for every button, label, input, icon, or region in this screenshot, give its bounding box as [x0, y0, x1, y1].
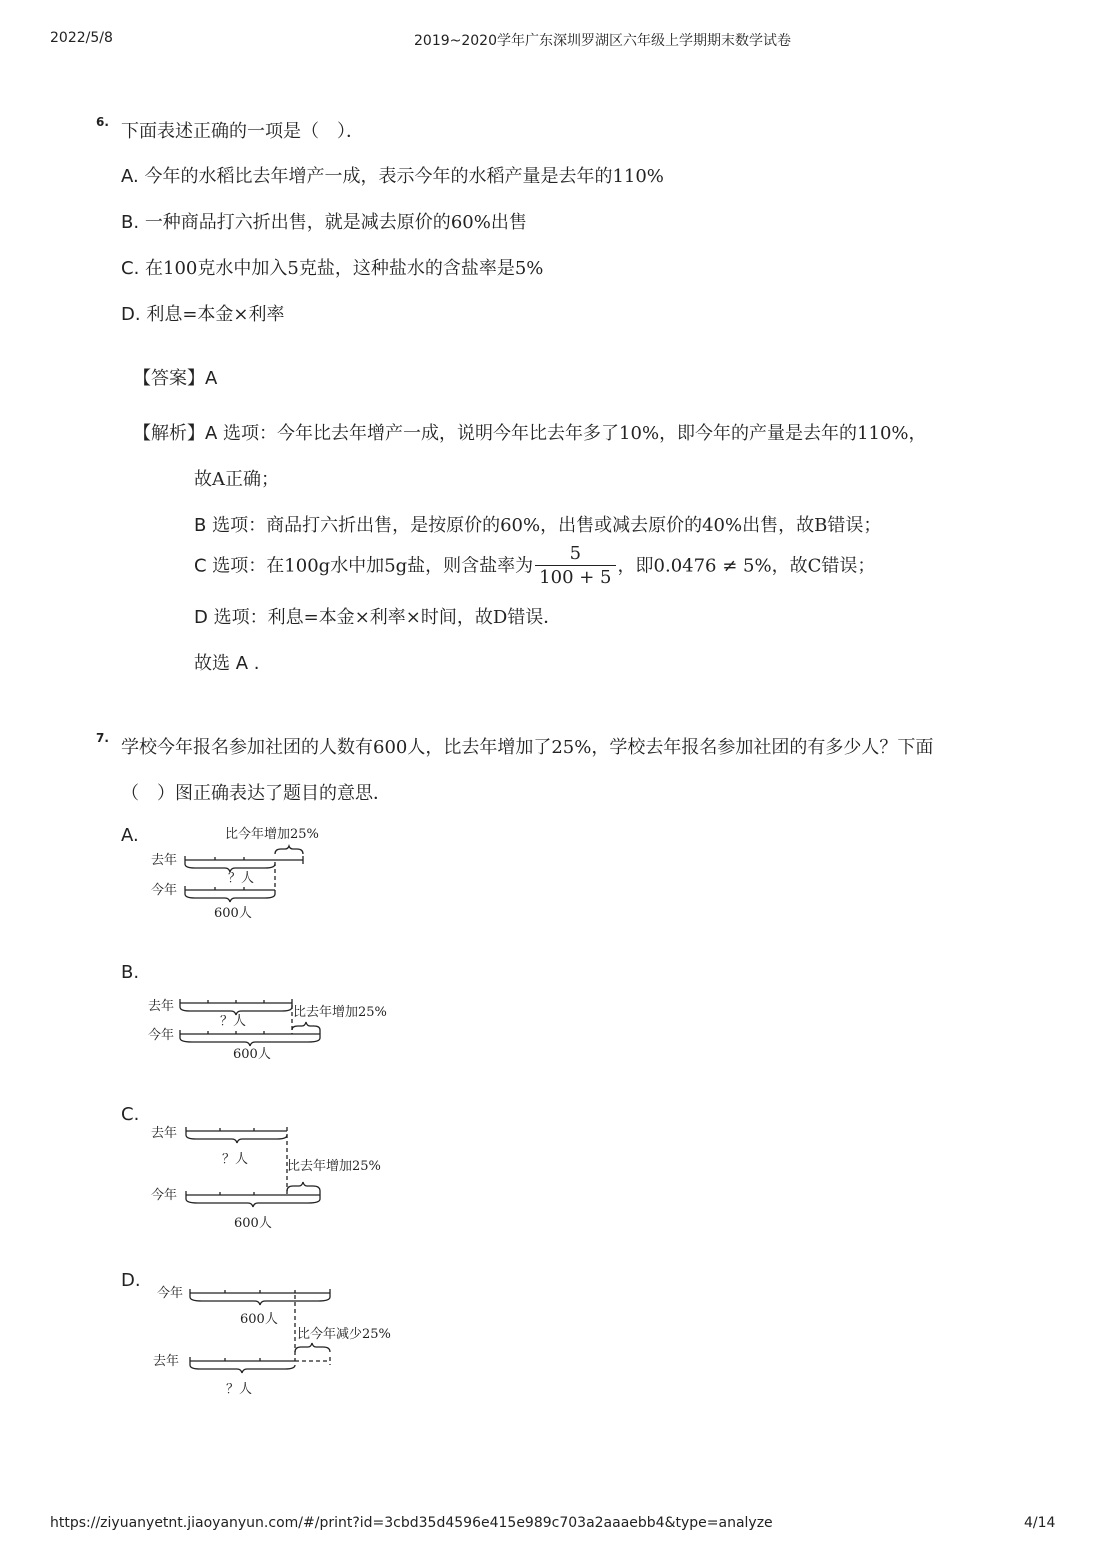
fraction-numerator: 5: [535, 543, 615, 566]
option-text: 克水中加入: [197, 258, 288, 279]
analysis-math: A: [212, 469, 225, 490]
option-label: B.: [121, 212, 140, 233]
option-text: 在: [145, 258, 164, 279]
this-year-brace: [190, 1297, 330, 1305]
print-date: 2022/5/8: [50, 30, 113, 46]
analysis-math: ×: [354, 607, 370, 628]
total-label: 600人: [234, 1216, 272, 1231]
analysis-text: 利率: [369, 607, 406, 628]
option-text: 本金: [197, 304, 234, 325]
answer-value: A: [205, 368, 218, 389]
analysis-text: C 选项：在: [194, 555, 285, 577]
option-text: 一种商品打六折出售，就是减去原价的: [144, 212, 451, 233]
stem-math: 600: [373, 737, 408, 758]
analysis-math: 110%: [857, 423, 909, 444]
unknown-label: ？人: [228, 871, 255, 886]
stem-text: ，学校去年报名参加社团的有多少人？下面: [591, 737, 934, 758]
analysis-math: ×: [405, 607, 421, 628]
answer-label: 【答案】: [133, 368, 205, 389]
analysis-math: 10%: [619, 423, 660, 444]
stem-text: 学校今年报名参加社团的人数有: [121, 737, 373, 758]
question-7-stem-line-2: （ ）图正确表达了题目的意思．: [121, 783, 391, 804]
question-6-number: 6.: [96, 115, 109, 129]
analysis-text: 盐，则含盐率为: [407, 555, 534, 577]
analysis-text: 出售，故: [742, 515, 815, 536]
page-number: 4/14: [1024, 1515, 1056, 1531]
analysis-math: 40%: [702, 515, 743, 536]
row-label: 去年: [148, 999, 175, 1014]
segment-note: 比去年增加25%: [293, 1005, 387, 1020]
option-math: 5: [287, 258, 299, 279]
analysis-text: 本金: [318, 607, 355, 628]
analysis-text: B 选项：商品打六折出售，是按原价的: [194, 515, 501, 536]
stem-math: 25%: [551, 737, 592, 758]
option-math: 100: [163, 258, 198, 279]
document-title: 2019~2020学年广东深圳罗湖区六年级上学期期末数学试卷: [414, 33, 791, 49]
option-text: 利率: [248, 304, 285, 325]
row-label: 去年: [151, 853, 178, 868]
total-label: 600人: [214, 906, 252, 921]
page-url[interactable]: https://ziyuanyetnt.jiaoyanyun.com/#/print?id=3cbd35d4596e415e989c703a2aaaebb4&type=analyze: [50, 1515, 773, 1531]
option-math: ×: [233, 304, 249, 325]
analysis-text: ，出售或减去原价的: [540, 515, 703, 536]
option-label: A.: [121, 166, 139, 187]
option-text: 利息: [146, 304, 183, 325]
option-math: =: [182, 304, 198, 325]
question-6-stem: 下面表述正确的一项是（ ）．: [121, 121, 364, 142]
analysis-text: 时间，故: [420, 607, 493, 628]
analysis-math: D: [492, 607, 508, 628]
option-math: 110%: [612, 166, 664, 187]
fraction-denominator: 100 + 5: [539, 567, 612, 588]
segment-note: 比去年增加25%: [287, 1159, 381, 1174]
analysis-text: ，即: [617, 555, 654, 577]
unknown-label: ？人: [220, 1014, 247, 1029]
analysis-text: 故: [194, 469, 212, 490]
analysis-text: ，故: [771, 555, 808, 577]
unknown-label: ？人: [222, 1152, 249, 1167]
row-label: 今年: [148, 1028, 175, 1043]
unknown-label: ？人: [226, 1382, 253, 1397]
row-label: 去年: [151, 1126, 178, 1141]
analysis-text: 故选 A .: [194, 653, 260, 674]
option-text: 出售: [490, 212, 527, 233]
analysis-math: 5g: [384, 555, 408, 577]
option-math: 60%: [450, 212, 491, 233]
total-label: 600人: [240, 1312, 278, 1327]
analysis-text: A 选项：今年比去年增产一成，说明今年比去年多了: [205, 423, 620, 444]
row-label: 今年: [151, 883, 178, 898]
option-text: 克盐，这种盐水的含盐率是: [298, 258, 515, 279]
q7-option-a-label: A.: [121, 825, 139, 846]
option-text: 今年的水稻比去年增产一成，表示今年的水稻产量是去年的: [144, 166, 613, 187]
last-year-brace: [190, 1365, 295, 1373]
segment-note: 比今年增加25%: [225, 827, 319, 842]
row-label: 今年: [157, 1286, 184, 1301]
analysis-math: C: [807, 555, 822, 577]
segment-note: 比今年减少25%: [297, 1327, 391, 1342]
analysis-text: ，: [908, 423, 927, 444]
stem-text: 人，比去年增加了: [407, 737, 552, 758]
analysis-math: 60%: [500, 515, 541, 536]
reduction-brace: [295, 1343, 330, 1352]
analysis-math: 100g: [284, 555, 331, 577]
analysis-text: D 选项：利息: [194, 607, 304, 628]
row-label: 去年: [153, 1354, 180, 1369]
analysis-text: 正确；: [225, 469, 279, 490]
analysis-text: 错误；: [827, 515, 882, 536]
analysis-math: 0.0476 ≠ 5%: [653, 555, 772, 577]
analysis-math: =: [303, 607, 319, 628]
analysis-math: B: [814, 515, 828, 536]
q7-option-c-label: C.: [121, 1104, 140, 1125]
analysis-text: ，即今年的产量是去年的: [659, 423, 858, 444]
question-7-number: 7.: [96, 731, 109, 745]
option-label: C.: [121, 258, 140, 279]
option-math: 5%: [514, 258, 544, 279]
q7-option-d-label: D.: [121, 1270, 141, 1291]
analysis-text: 错误．: [507, 607, 562, 628]
row-label: 今年: [151, 1188, 178, 1203]
analysis-label: 【解析】: [133, 423, 205, 444]
analysis-text: 错误；: [821, 555, 876, 577]
analysis-text: 水中加: [330, 555, 385, 577]
total-label: 600人: [233, 1047, 271, 1062]
q7-option-b-label: B.: [121, 962, 140, 983]
option-label: D.: [121, 304, 141, 325]
